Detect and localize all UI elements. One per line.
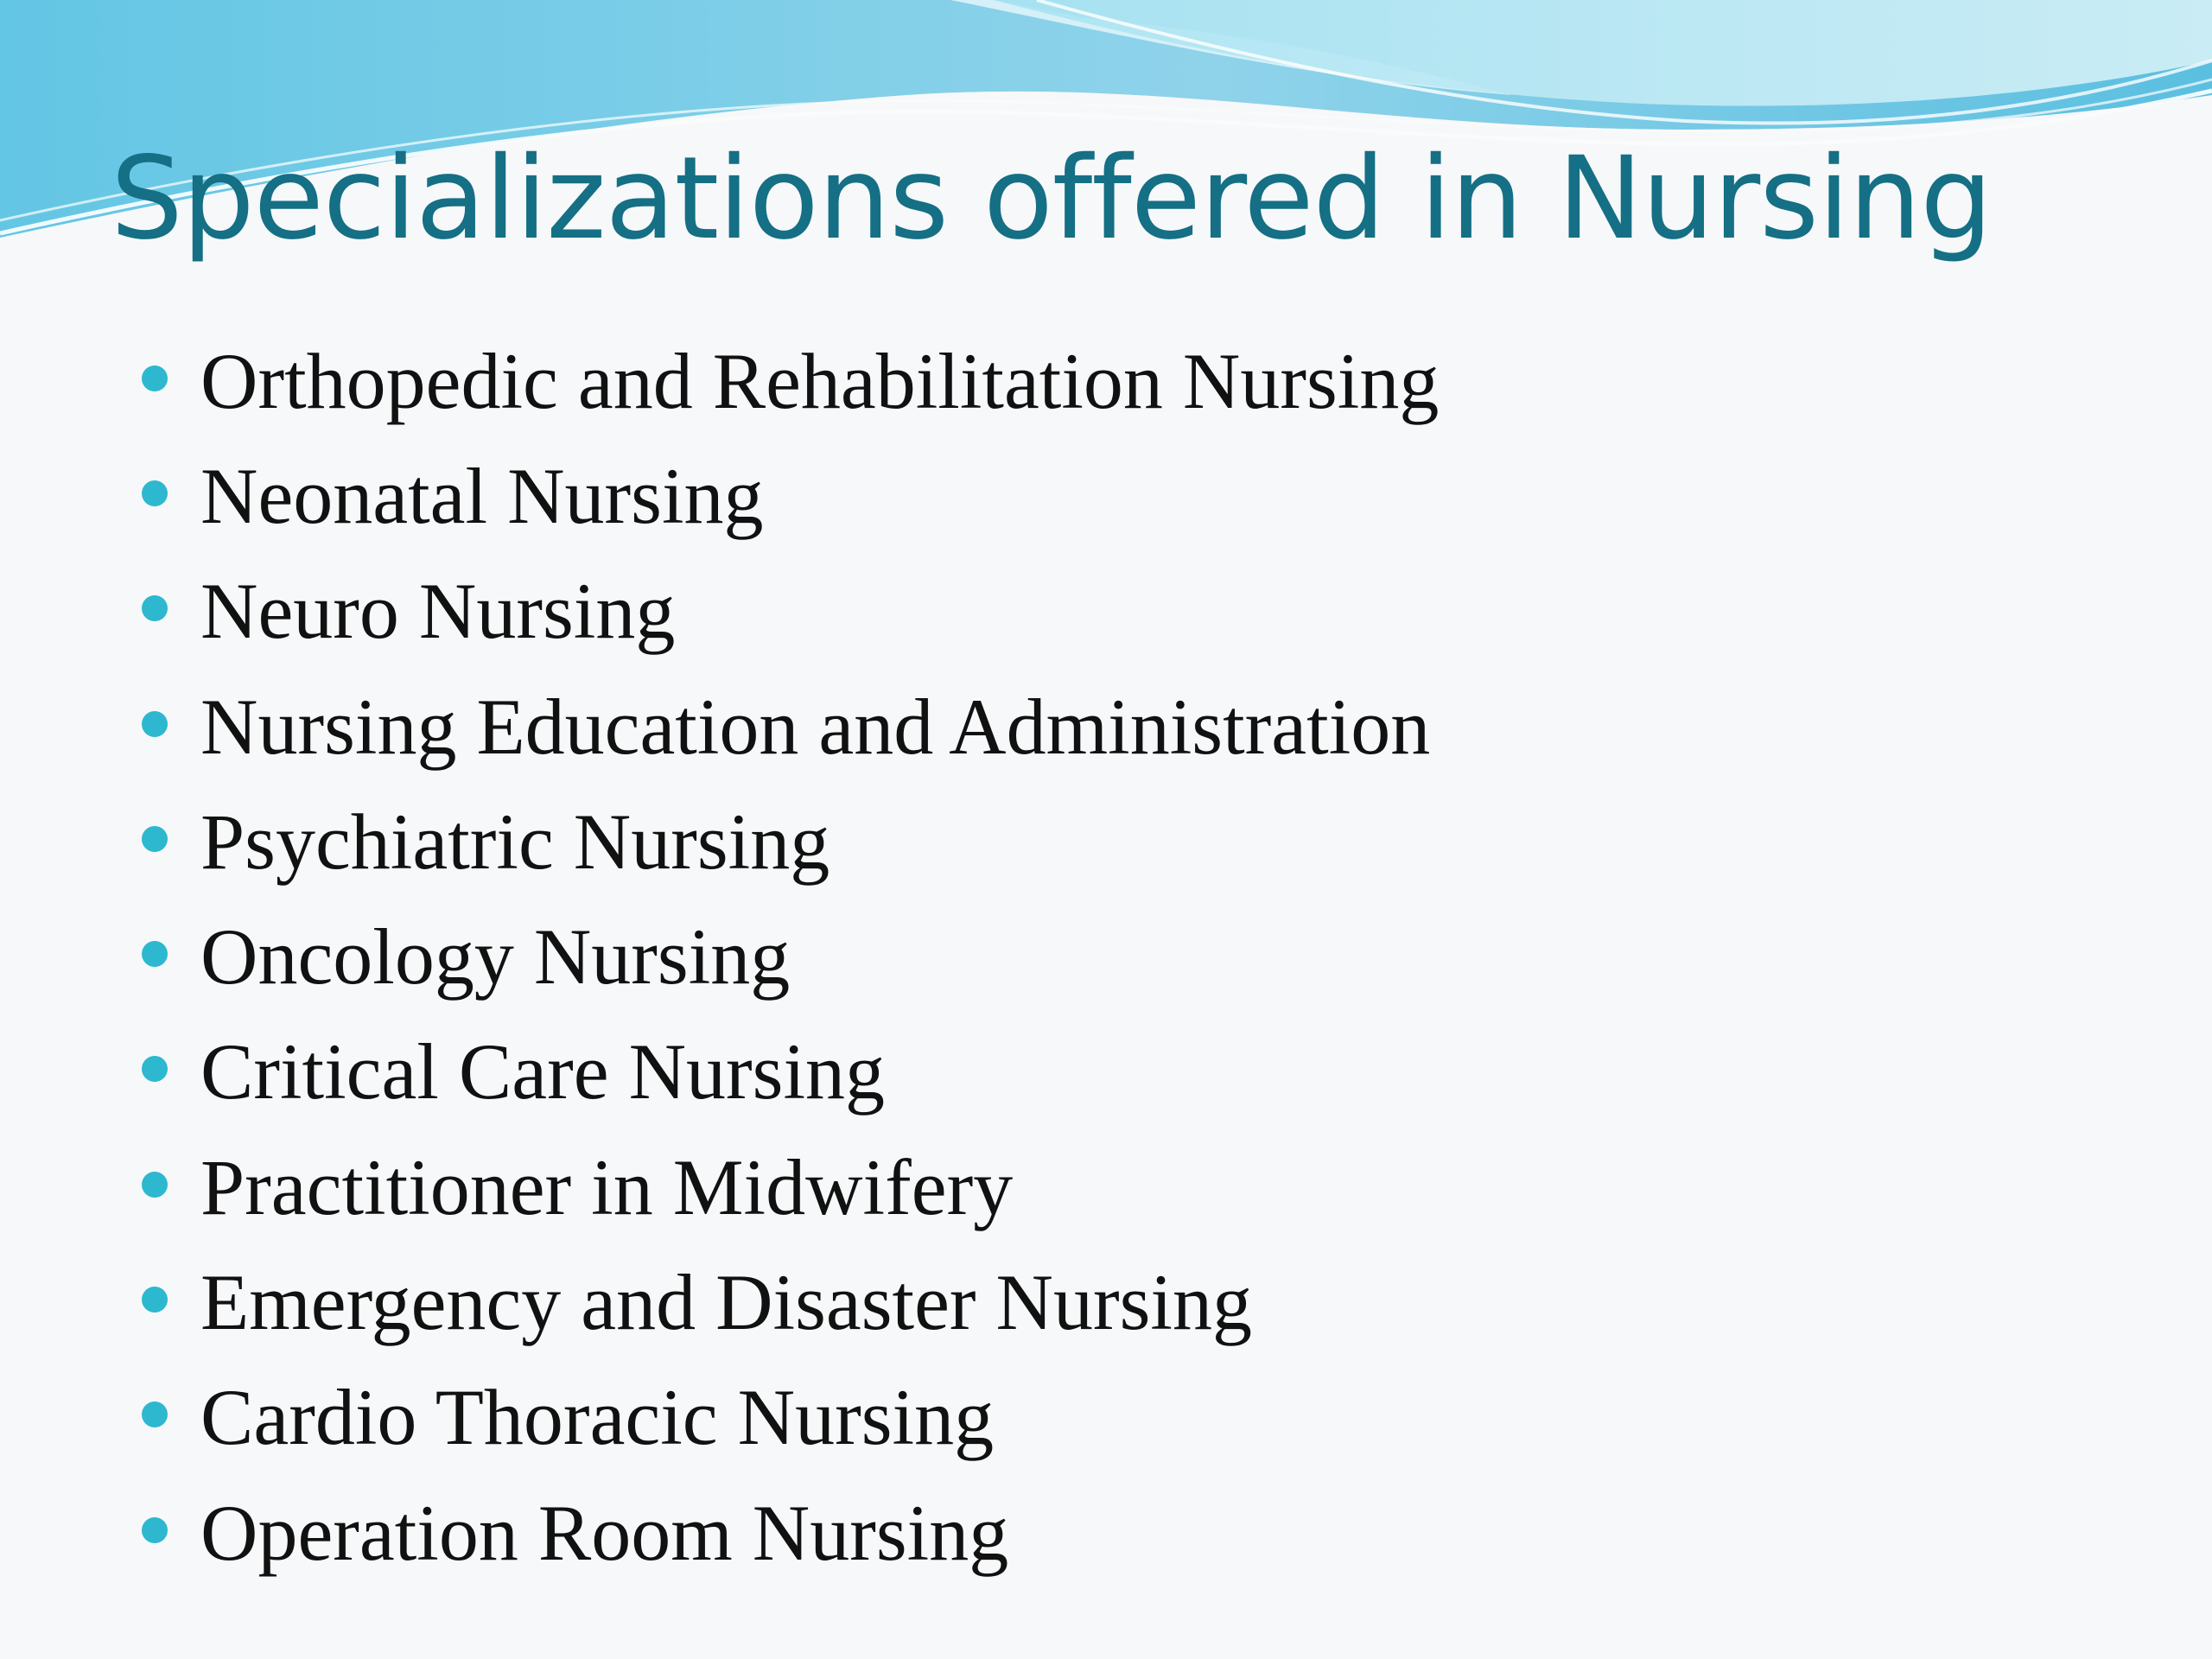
bullet-icon	[142, 1172, 168, 1198]
list-item	[140, 1014, 1378, 1129]
list-item-label: Oncology Nursing	[200, 912, 791, 1001]
bullet-icon	[142, 826, 168, 852]
list-item	[140, 899, 1378, 1014]
list-item-label: Nursing Education and Administration	[200, 682, 1431, 771]
bullet-icon	[142, 1056, 168, 1082]
list-item-label: Critical Care Nursing	[200, 1027, 886, 1116]
bullet-icon	[142, 1517, 168, 1543]
list-item-label: Practitioner in Midwifery	[200, 1142, 1014, 1231]
list-item-label: Cardio Thoracic Nursing	[200, 1373, 995, 1462]
list-item	[140, 323, 1440, 438]
list-item	[140, 1360, 1378, 1475]
list-item	[140, 669, 1431, 784]
bullet-icon	[142, 941, 168, 967]
specialization-list	[140, 323, 1440, 1590]
list-item	[140, 1475, 1378, 1590]
slide-title: Specializations offered in Nursing	[111, 132, 1993, 265]
list-item-label: Operation Room Nursing	[200, 1488, 1009, 1577]
list-item	[140, 784, 1378, 899]
bullet-icon	[142, 1402, 168, 1427]
list-item	[140, 554, 1378, 669]
bullet-icon	[142, 480, 168, 506]
bullet-icon	[142, 711, 168, 737]
list-item	[140, 438, 1378, 553]
list-item-label: Emergency and Disaster Nursing	[200, 1258, 1252, 1347]
list-item	[140, 1244, 1378, 1359]
list-item	[140, 1129, 1378, 1244]
list-item-label: Neuro Nursing	[200, 567, 676, 656]
list-item-label: Psychiatric Nursing	[200, 797, 830, 886]
bullet-icon	[142, 365, 168, 391]
list-item-label: Neonatal Nursing	[200, 451, 764, 540]
bullet-icon	[142, 1287, 168, 1313]
bullet-icon	[142, 595, 168, 621]
list-item-label: Orthopedic and Rehabilitation Nursing	[200, 336, 1440, 425]
